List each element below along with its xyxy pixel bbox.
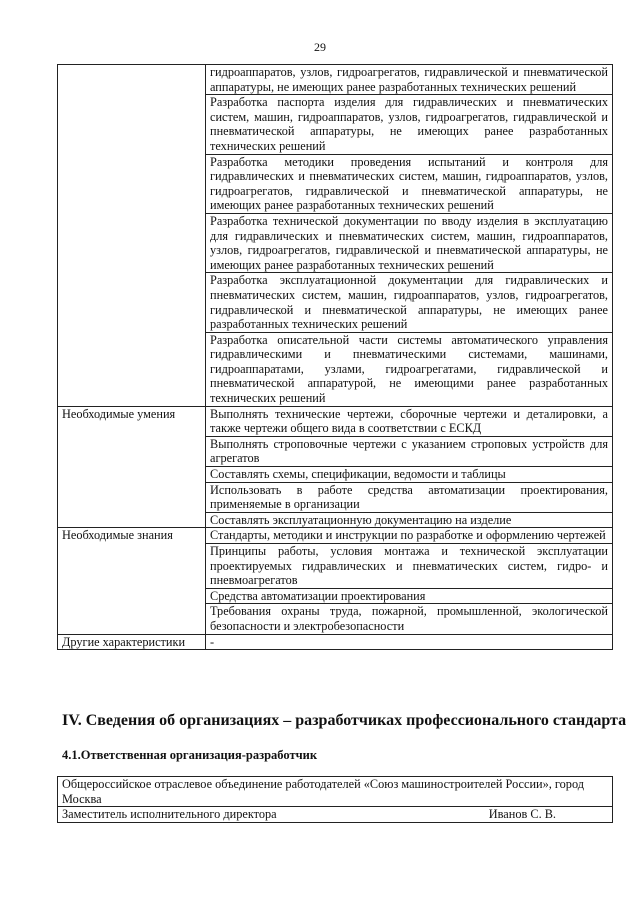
page-number: 29 xyxy=(314,40,326,54)
row-label xyxy=(58,482,206,512)
row-text: Средства автоматизации проектирования xyxy=(206,588,613,604)
table-row xyxy=(58,406,613,436)
row-text: Принципы работы, условия монтажа и технической эксплуатации проектируемых гидравлических и пневматических систем, гидро- и пневмоагрегатов xyxy=(206,544,613,589)
table-row xyxy=(58,332,613,406)
row-label xyxy=(58,273,206,332)
row-label xyxy=(58,604,206,634)
row-text: Составлять схемы, спецификации, ведомости и таблицы xyxy=(206,467,613,483)
table-row xyxy=(58,273,613,332)
table-row xyxy=(58,634,613,650)
row-label-knowledge: Необходимые знания xyxy=(58,528,206,544)
characteristics-table xyxy=(57,64,613,650)
table-row xyxy=(58,65,613,95)
table-row xyxy=(58,588,613,604)
table-row xyxy=(58,512,613,528)
signatory-cell xyxy=(58,807,613,823)
row-text: Разработка эксплуатационной документации для гидравлических и пневматических систем, машин, гидроаппаратов, узлов, гидроагрегатов, гидравлической и пневматической аппаратуры, не имеющих ранее разработанных технических решений xyxy=(206,273,613,332)
row-text: Требования охраны труда, пожарной, промышленной, экологической безопасности и электробезопасности xyxy=(206,604,613,634)
row-label xyxy=(58,512,206,528)
table-row xyxy=(58,777,613,807)
row-text: Разработка описательной части системы автоматического управления гидравлическими и пневматическими системами, машинами, гидроаппаратами, узлами, гидроагрегатами, гидравлической и пневматической аппаратурой, не имеющими ранее разработанных технических решений xyxy=(206,332,613,406)
table-row xyxy=(58,154,613,213)
row-text: Разработка технической документации по вводу изделия в эксплуатацию для гидравлических и пневматических систем, машин, гидроаппаратов, узлов, гидроагрегатов, гидравлической и пневматической аппаратуры, не имеющих ранее разработанных технических решений xyxy=(206,213,613,272)
row-label xyxy=(58,154,206,213)
row-label xyxy=(58,467,206,483)
organization-name: Общероссийское отраслевое объединение работодателей «Союз машиностроителей России», город Москва xyxy=(58,777,613,807)
table-row xyxy=(58,807,613,823)
row-label xyxy=(58,95,206,154)
table-row xyxy=(58,467,613,483)
table-row xyxy=(58,95,613,154)
signatory-position: Заместитель исполнительного директора xyxy=(62,807,277,822)
table-row xyxy=(58,482,613,512)
row-text: Использовать в работе средства автоматизации проектирования, применяемые в организации xyxy=(206,482,613,512)
row-label xyxy=(58,332,206,406)
row-text: Разработка методики проведения испытаний и контроля для гидравлических и пневматических систем, машин, гидроаппаратов, узлов, гидроагрегатов, гидравлической и пневматической аппаратуры, не имеющих ранее разработанных технических решений xyxy=(206,154,613,213)
subsection-heading: 4.1.Ответственная организация-разработчик xyxy=(62,748,318,762)
row-label-skills: Необходимые умения xyxy=(58,406,206,436)
row-label-other: Другие характеристики xyxy=(58,634,206,650)
row-text: Составлять эксплуатационную документацию на изделие xyxy=(206,512,613,528)
row-text: - xyxy=(206,634,613,650)
row-text: Выполнять технические чертежи, сборочные чертежи и деталировки, а также чертежи общего вида в соответствии с ЕСКД xyxy=(206,406,613,436)
row-label xyxy=(58,544,206,589)
row-label xyxy=(58,588,206,604)
table-row xyxy=(58,604,613,634)
row-text: Выполнять строповочные чертежи с указанием строповых устройств для агрегатов xyxy=(206,436,613,466)
signatory-row xyxy=(62,807,608,822)
row-label xyxy=(58,436,206,466)
signatory-name: Иванов С. В. xyxy=(488,807,556,822)
table-row xyxy=(58,436,613,466)
table-row xyxy=(58,544,613,589)
row-text: Стандарты, методики и инструкции по разработке и оформлению чертежей xyxy=(206,528,613,544)
row-label xyxy=(58,65,206,95)
section-heading: IV. Сведения об организациях – разработчиках профессионального стандарта xyxy=(62,712,627,729)
row-label xyxy=(58,213,206,272)
row-text: гидроаппаратов, узлов, гидроагрегатов, гидравлической и пневматической аппаратуры, не имеющих ранее разработанных технических решений xyxy=(206,65,613,95)
table-row xyxy=(58,528,613,544)
table-row xyxy=(58,213,613,272)
row-text: Разработка паспорта изделия для гидравлических и пневматических систем, машин, гидроаппаратов, узлов, гидроагрегатов, гидравлической и пневматической аппаратуры, не имеющих ранее разработанных технических решений xyxy=(206,95,613,154)
organization-table xyxy=(57,776,613,823)
